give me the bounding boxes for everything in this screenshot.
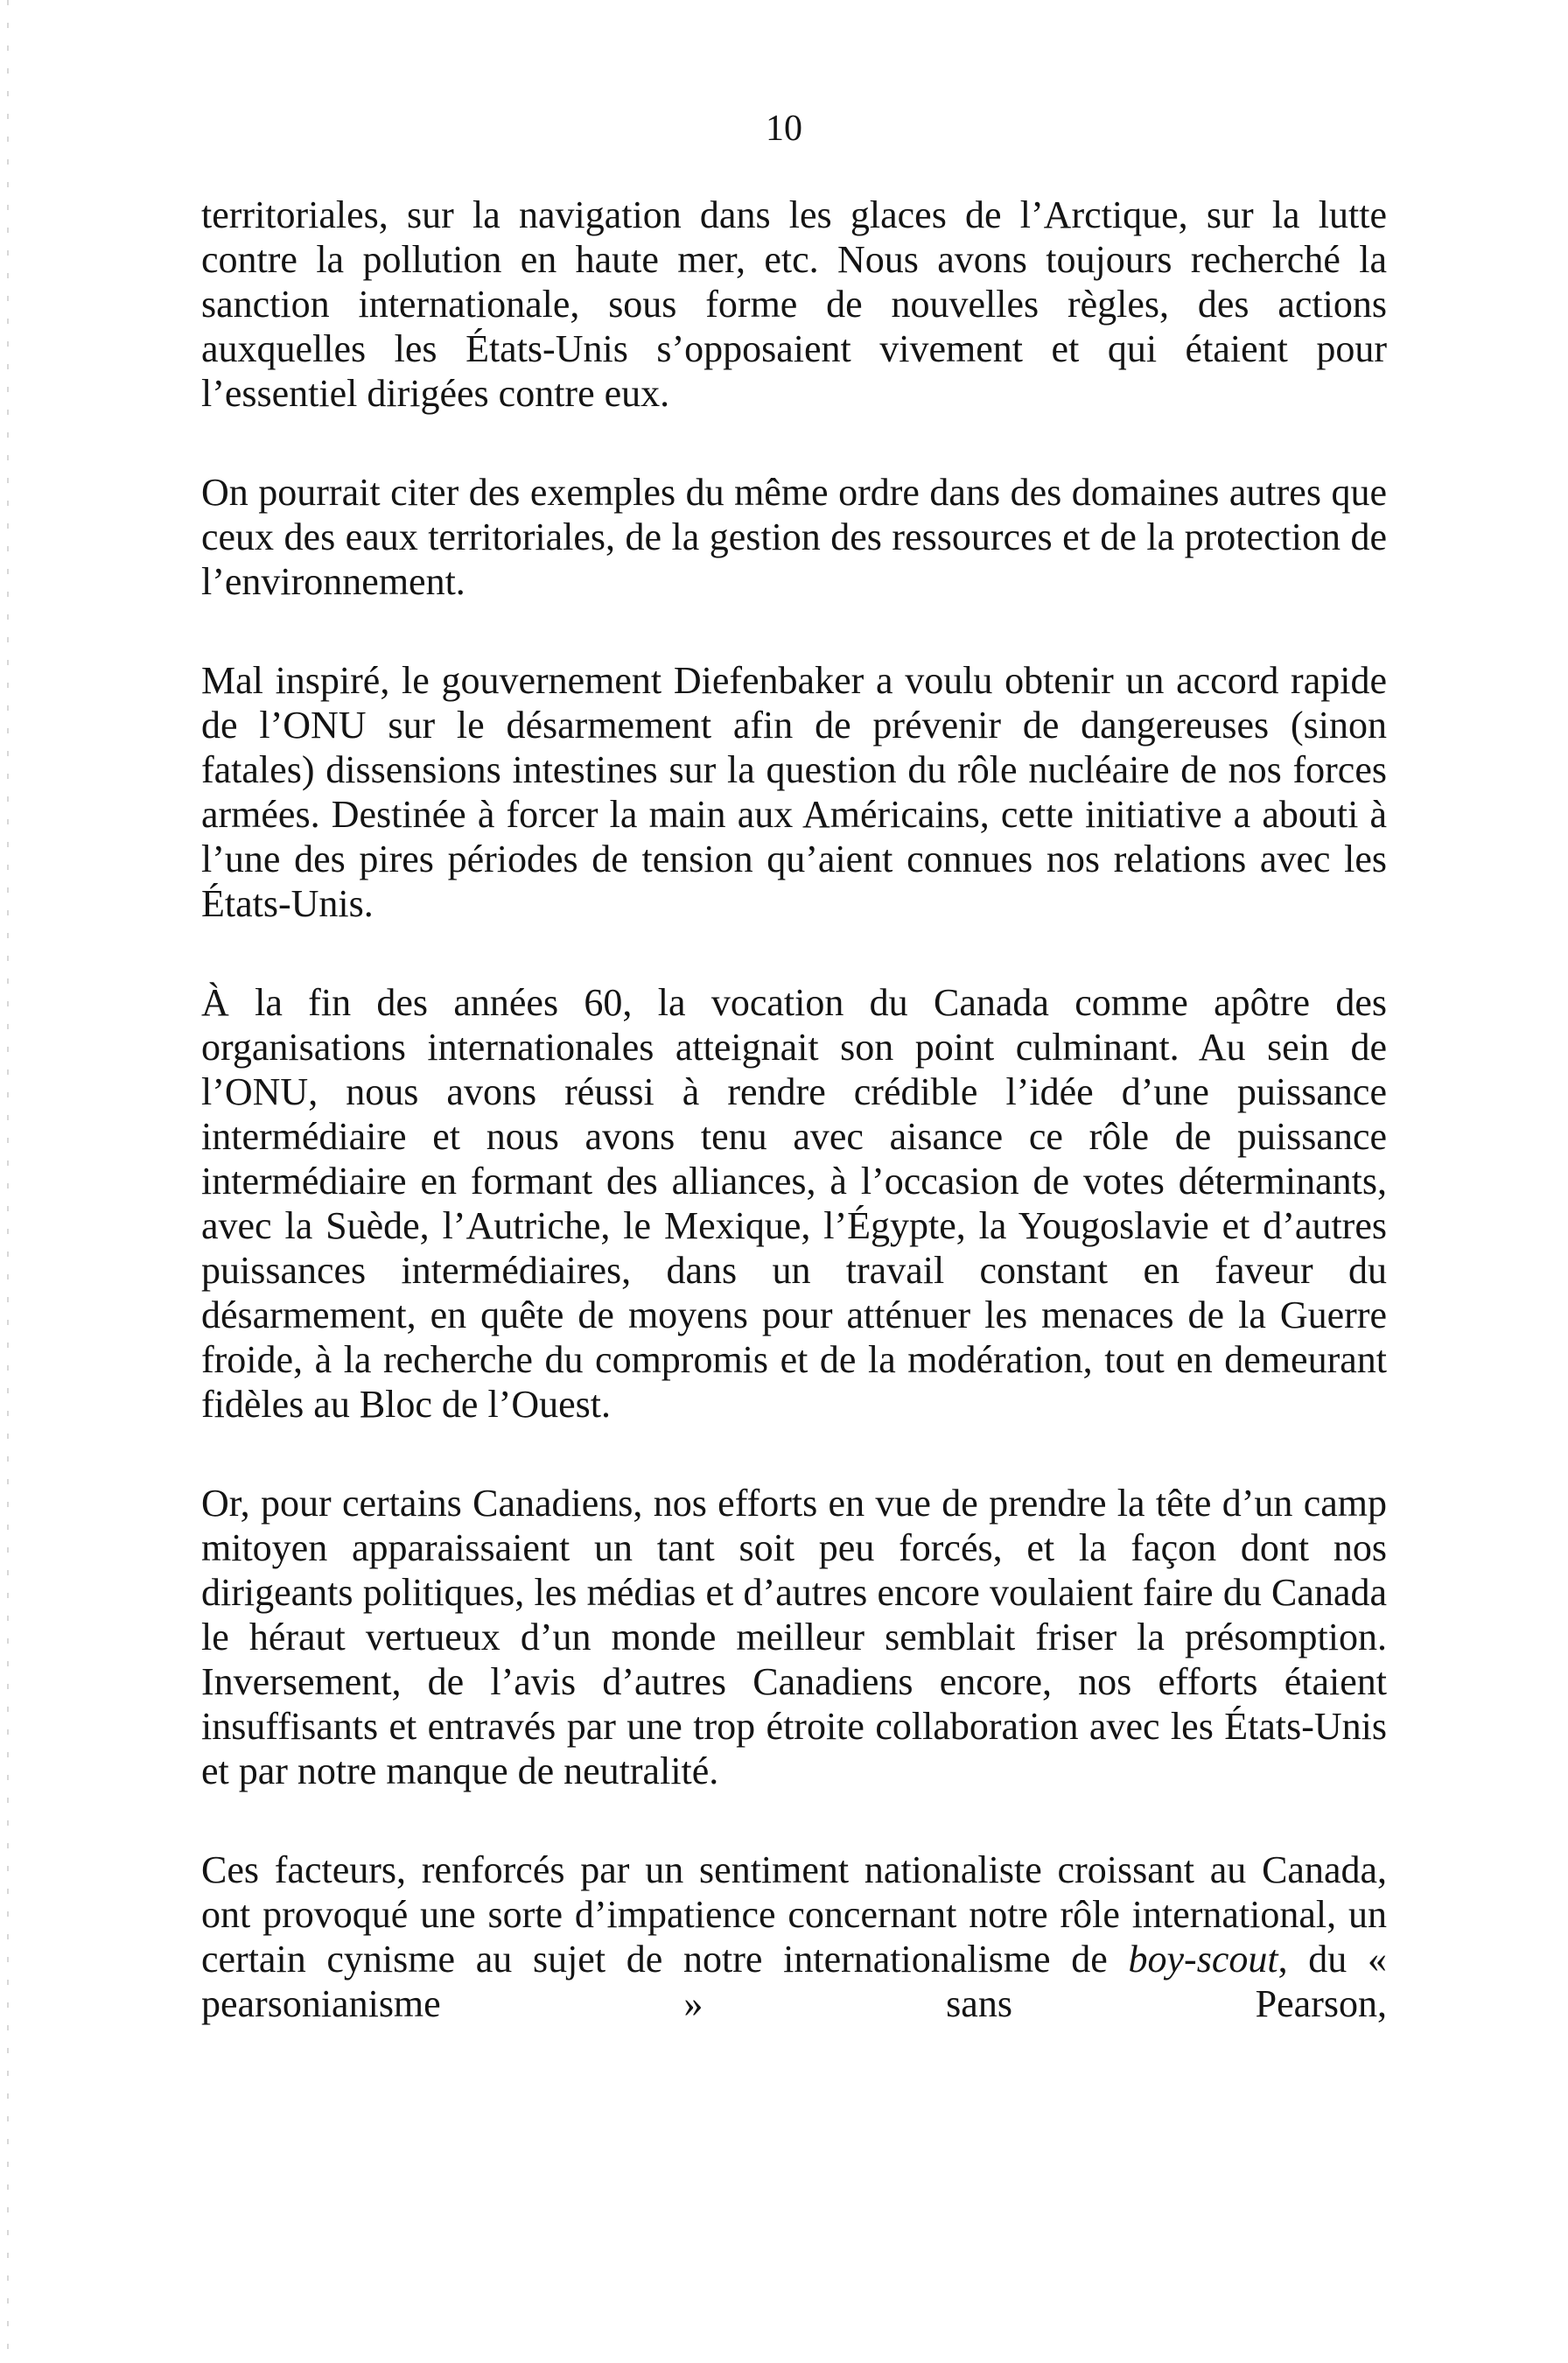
italic-term: boy-scout: [1128, 1938, 1278, 1981]
paragraph: Or, pour certains Canadiens, nos efforts en vue de prendre la tête d’un camp mitoyen apparaissaient un tant soit peu forcés, et la façon dont nos dirigeants politiques, les médias et d’autres encore voulaient faire du Canada le héraut vertueux d’un monde meilleur semblait friser la présomption. Inversement, de l’avis d’autres Canadiens encore, nos efforts étaient insuffisants et entravés par une trop étroite collaboration avec les États-Unis et par notre manque de neutralité.: [201, 1482, 1387, 1792]
paragraph: À la fin des années 60, la vocation du Canada comme apôtre des organisations internationales atteignait son point culminant. Au sein de l’ONU, nous avons réussi à rendre crédible l’idée d’une puissance intermédiaire et nous avons tenu avec aisance ce rôle de puissance intermédiaire en formant des alliances, à l’occasion de votes déterminants, avec la Suède, l’Autriche, le Mexique, l’Égypte, la Yougoslavie et d’autres puissances intermédiaires, dans un travail constant en faveur du désarmement, en quête de moyens pour atténuer les menaces de la Guerre froide, à la recherche du compromis et de la modération, tout en demeurant fidèles au Bloc de l’Ouest.: [201, 981, 1387, 1426]
paragraph-last-tail: , du « pearsonianisme » sans Pearson,: [201, 1938, 1388, 2025]
paragraph-last-text: Ces facteurs, renforcés par un sentiment nationaliste croissant au Canada, ont provoqué une sorte d’impatience concernant notre rôle international, un certain cynisme au sujet de notre internationalisme de: [201, 1848, 1387, 1981]
paragraph: On pourrait citer des exemples du même ordre dans des domaines autres que ceux des eaux territoriales, de la gestion des ressources et de la protection de l’environnement.: [201, 471, 1387, 603]
paragraph-last: [201, 1848, 1387, 2026]
binding-edge: [7, 0, 9, 2363]
paragraph: Mal inspiré, le gouvernement Diefenbaker a voulu obtenir un accord rapide de l’ONU sur le désarmement afin de prévenir de dangereuses (sinon fatales) dissensions intestines sur la question du rôle nucléaire de nos forces armées. Destinée à forcer la main aux Américains, cette initiative a abouti à l’une des pires périodes de tension qu’aient connues nos relations avec les États-Unis.: [201, 659, 1387, 925]
page-number: 10: [766, 109, 802, 149]
paragraph: territoriales, sur la navigation dans les glaces de l’Arctique, sur la lutte contre la pollution en haute mer, etc. Nous avons toujours recherché la sanction internationale, sous forme de nouvelles règles, des actions auxquelles les États-Unis s’opposaient vivement et qui étaient pour l’essentiel dirigées contre eux.: [201, 193, 1387, 415]
body-text: [201, 193, 1387, 2080]
